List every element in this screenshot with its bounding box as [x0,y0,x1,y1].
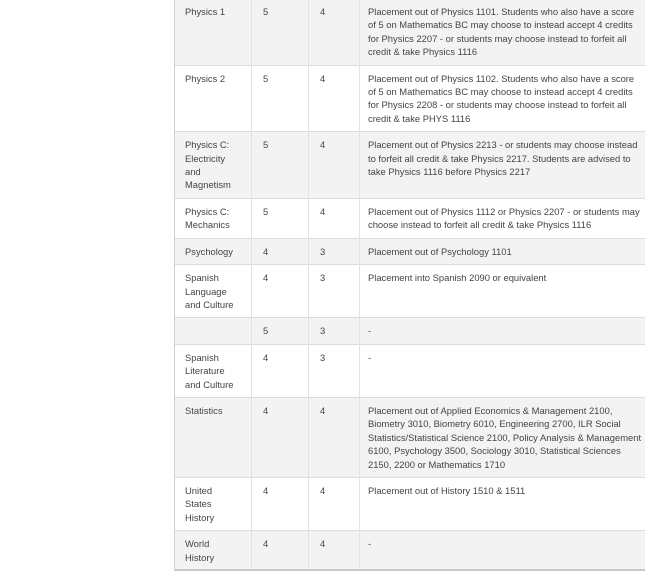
notes-cell: Placement out of Physics 1101. Students who also have a score of 5 on Mathematics BC may choose to instead accept 4 credits for Physics 2207 - or students may choose instead to forfeit all credit & take Physics 1116 [360,0,645,65]
score-cell: 5 [252,318,309,344]
subject-cell: Physics C: Mechanics [175,198,252,238]
notes-cell: Placement out of Physics 2213 - or students may choose instead to forfeit all credit & take Physics 2217. Students are advised to take Physics 1116 before Physics 2217 [360,132,645,199]
subject-cell: Physics C: Electricity and Magnetism [175,132,252,199]
credits-cell: 4 [309,477,360,530]
table-row [175,132,645,199]
notes-cell: - [360,531,645,570]
score-cell: 4 [252,344,309,397]
subject-cell: Physics 1 [175,0,252,65]
subject-cell [175,318,252,344]
table-row [175,344,645,397]
credits-cell: 3 [309,265,360,318]
score-cell: 5 [252,65,309,132]
table-row [175,531,645,570]
table-row [175,65,645,132]
notes-cell: Placement out of Psychology 1101 [360,238,645,264]
table-row [175,397,645,477]
credits-cell: 4 [309,65,360,132]
score-cell: 4 [252,265,309,318]
credits-cell: 4 [309,531,360,570]
score-cell: 4 [252,477,309,530]
score-cell: 4 [252,238,309,264]
notes-cell: - [360,344,645,397]
notes-cell: Placement into Spanish 2090 or equivalent [360,265,645,318]
credits-cell: 3 [309,238,360,264]
credits-cell: 3 [309,344,360,397]
notes-cell: - [360,318,645,344]
table-row [175,198,645,238]
table-row [175,477,645,530]
subject-cell: Statistics [175,397,252,477]
score-cell: 4 [252,397,309,477]
subject-cell: United States History [175,477,252,530]
table-row [175,238,645,264]
credits-cell: 4 [309,397,360,477]
subject-cell: Physics 2 [175,65,252,132]
notes-cell: Placement out of Applied Economics & Management 2100, Biometry 3010, Biometry 6010, Engineering 2700, ILR Social Statistics/Statistical Science 2100, Policy Analysis & Management 6100, Psychology 3500, Sociology 3010, Statistical Sciences 2150, 2200 or Mathematics 1710 [360,397,645,477]
credits-cell: 3 [309,318,360,344]
score-cell: 5 [252,132,309,199]
subject-cell: Psychology [175,238,252,264]
score-cell: 4 [252,531,309,570]
score-cell: 5 [252,198,309,238]
notes-cell: Placement out of Physics 1112 or Physics 2207 - or students may choose instead to forfeit all credit & take Physics 1116 [360,198,645,238]
table-body [175,0,645,570]
subject-cell: Spanish Language and Culture [175,265,252,318]
subject-cell: Spanish Literature and Culture [175,344,252,397]
table-row [175,265,645,318]
subject-cell: World History [175,531,252,570]
score-cell: 5 [252,0,309,65]
ap-credit-table [174,0,645,571]
credits-cell: 4 [309,132,360,199]
notes-cell: Placement out of Physics 1102. Students who also have a score of 5 on Mathematics BC may choose to instead accept 4 credits for Physics 2208 - or students may choose instead to forfeit all credit & take PHYS 1116 [360,65,645,132]
notes-cell: Placement out of History 1510 & 1511 [360,477,645,530]
credits-cell: 4 [309,0,360,65]
credits-cell: 4 [309,198,360,238]
table-row [175,0,645,65]
table-row [175,318,645,344]
